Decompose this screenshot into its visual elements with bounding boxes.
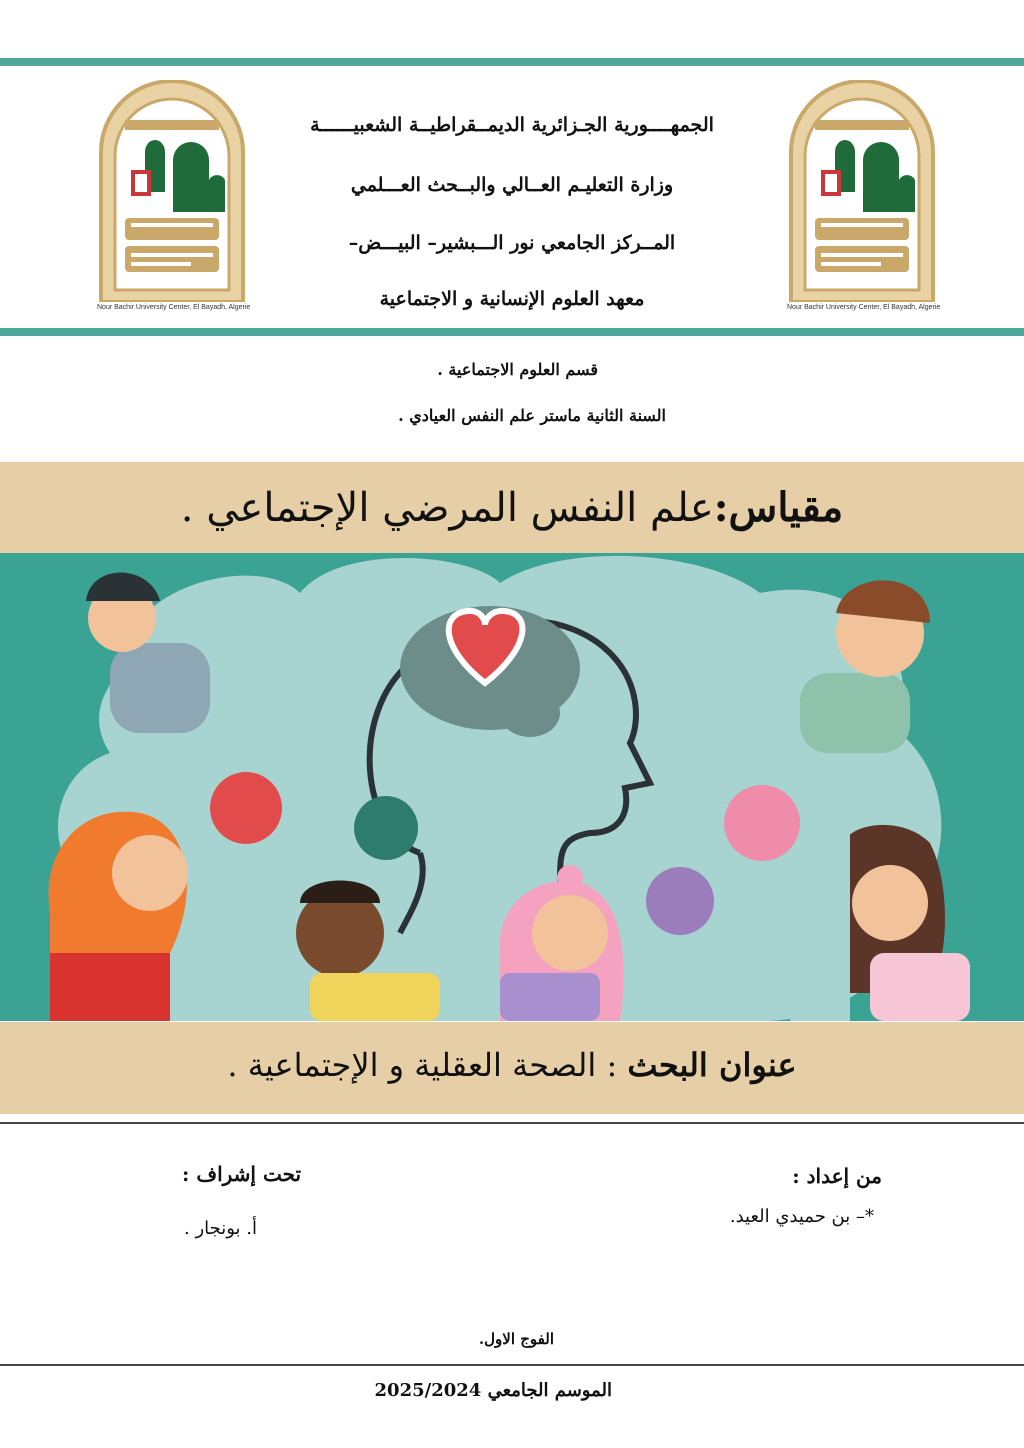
course-name: علم النفس المرضي الإجتماعي . <box>180 485 714 531</box>
supervised-label: تحت إشراف : <box>182 1162 302 1186</box>
angry-girl-figure <box>48 812 188 1021</box>
season-line: الموسم الجامعي 2025/2024 <box>374 1380 612 1401</box>
header-teal-rule <box>0 328 1024 336</box>
prepared-name: *– بن حميدي العيد. <box>729 1206 874 1227</box>
department-line: قسم العلوم الاجتماعية . <box>437 360 598 379</box>
research-name: : الصحة العقلية و الإجتماعية . <box>227 1046 628 1084</box>
header-institute: معهد العلوم الإنسانية و الاجتماعية <box>379 288 645 310</box>
university-logo-right <box>787 80 941 312</box>
logo-caption: Nour Bachir University Center, El Bayadh, Algerie <box>787 304 941 311</box>
header-republic: الجمهــــورية الجـزائرية الديمــقراطيــة الشعبيــــــة <box>310 114 714 136</box>
year-line: السنة الثانية ماستر علم النفس العيادي . <box>398 406 666 425</box>
university-emblem <box>787 80 937 302</box>
course-title <box>0 484 1024 531</box>
university-emblem <box>97 80 247 302</box>
group-line: الفوج الاول. <box>478 1330 554 1348</box>
course-label: مقياس: <box>713 484 844 531</box>
logo-caption: Nour Bachir University Center, El Bayadh, Algerie <box>97 304 251 311</box>
header-center: المــركز الجامعي نور الـــبشير– البيـــض– <box>348 232 676 254</box>
research-band <box>0 1022 1024 1114</box>
supervised-name: أ. بونجار . <box>184 1218 258 1239</box>
course-band <box>0 462 1024 554</box>
upper-thin-rule <box>0 1122 1024 1124</box>
prepared-label: من إعداد : <box>792 1164 882 1188</box>
research-label: عنوان البحث <box>627 1046 797 1084</box>
university-logo-left <box>97 80 251 312</box>
header-ministry: وزارة التعليـم العــالي والبــحث العـــلمي <box>350 174 674 196</box>
research-title <box>0 1046 1024 1084</box>
mental-health-illustration <box>0 553 1024 1021</box>
bottom-thin-rule <box>0 1364 1024 1366</box>
top-teal-rule <box>0 58 1024 66</box>
